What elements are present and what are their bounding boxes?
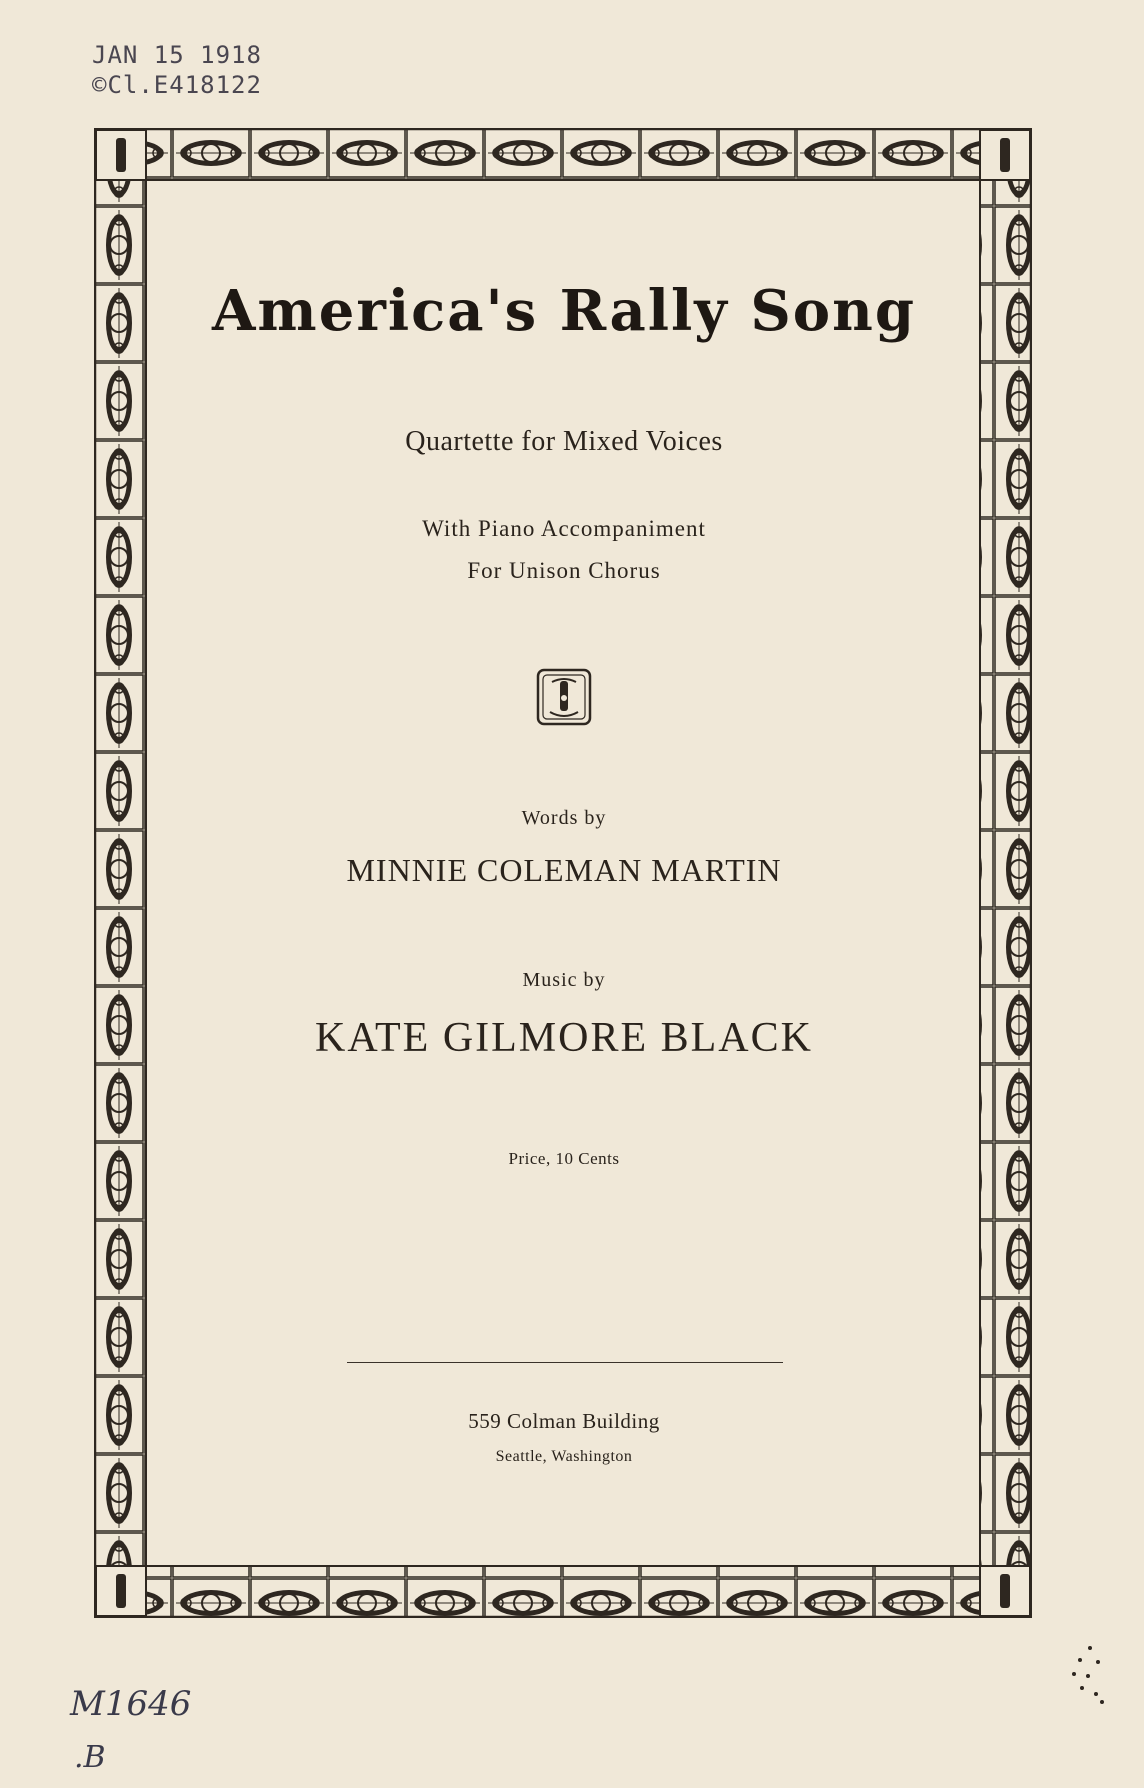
call-number-line-2: .B <box>74 1740 106 1775</box>
divider-rule <box>347 1362 783 1363</box>
stamp-registration: ©Cl.E418122 <box>92 71 262 99</box>
publisher-city: Seattle, Washington <box>495 1448 633 1465</box>
call-number-line-1: M1646 <box>70 1684 192 1724</box>
accompaniment-line-2: For Unison Chorus <box>467 558 661 583</box>
subtitle: Quartette for Mixed Voices <box>405 426 723 457</box>
music-by-label: Music by <box>522 969 606 991</box>
accompaniment-line-1: With Piano Accompaniment <box>422 516 706 541</box>
cover-content <box>150 180 978 1570</box>
composer-name: KATE GILMORE BLACK <box>315 1015 813 1061</box>
lyricist-name: MINNIE COLEMAN MARTIN <box>346 852 782 888</box>
copyright-stamp <box>92 40 262 100</box>
lyre-ornament-icon <box>536 668 592 726</box>
price-label: Price, 10 Cents <box>508 1149 620 1168</box>
song-title: America's Rally Song <box>211 278 916 344</box>
words-by-label: Words by <box>521 807 607 829</box>
stamp-date: JAN 15 1918 <box>92 41 262 69</box>
publisher-address: 559 Colman Building <box>468 1409 660 1433</box>
perforation-dots-icon <box>1068 1640 1108 1710</box>
